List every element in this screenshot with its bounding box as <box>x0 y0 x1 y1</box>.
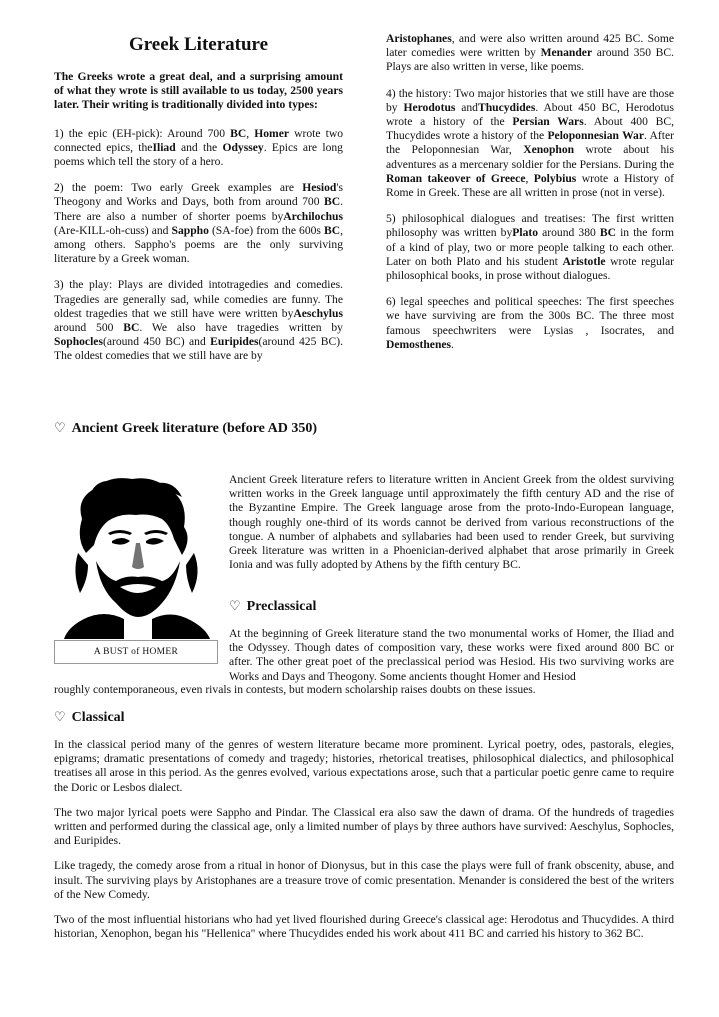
heart-icon: ♡ <box>229 598 241 613</box>
bust-caption: A BUST of HOMER <box>54 640 218 664</box>
preclassical-paragraph-tail: roughly contemporaneous, even rivals in contests, but modern scholarship raises doubts on these issues. <box>54 683 536 696</box>
play-continued-paragraph: Aristophanes, and were also written around 425 BC. Some later comedies were written by Menander around 350 BC. Plays are also written in verse, like poems. <box>386 32 674 74</box>
preclassical-paragraph: At the beginning of Greek literature stand the two monumental works of Homer, the Iliad and the Odyssey. Though dates of composition vary, these works were fixed around 800 BC or after. The other great poet of the preclassical period was Hesiod. His two surviving works are Works and Days and Theogony. Some ancients thought Homer and Hesiod <box>229 627 674 683</box>
homer-bust-image <box>54 469 218 665</box>
philosophy-paragraph: 5) philosophical dialogues and treatises: The first written philosophy was written byPlato around 380 BC in the form of a kind of play, two or more people talking to each other. Later on both Plato and his student Aristotle wrote regular philosophical books, in prose without dialogues. <box>386 212 674 283</box>
poem-paragraph: 2) the poem: Two early Greek examples are Hesiod's Theogony and Works and Days, both from around 700 BC. There are also a number of shorter poems byArchilochus (Are-KILL-oh-cuss) and Sappho (SA-foe) from the 600s BC, among others. Sappho's poems are the only surviving literature by a Greek woman. <box>54 181 343 266</box>
page-title: Greek Literature <box>128 34 269 55</box>
ancient-paragraph: Ancient Greek literature refers to literature written in Ancient Greek from the oldest surviving written works in the Greek language until approximately the fifth century AD and the rise of the Byzantine Empire. The Greek language arose from the proto-Indo-European language, though roughly one-third of its words cannot be derived from various reconstructions of the tongue. A number of alphabets and syllabaries had been used to render Greek, but surviving Greek literature was written in a Phoenician-derived alphabet that arose primarily in Greek Ionia and was fully adopted by Athens by the fifth century BC. <box>229 473 674 572</box>
intro-paragraph: The Greeks wrote a great deal, and a surprising amount of what they wrote is still available to us today, 2500 years later. Their writing is traditionally divided into types: <box>54 70 343 112</box>
classical-paragraph-3: Like tragedy, the comedy arose from a ritual in honor of Dionysus, but in this case the plays were full of frank obscenity, abuse, and insult. The surviving plays by Aristophanes are a treasure trove of comic presentation. Menander is considered the best of the writers of the New Comedy. <box>54 859 674 901</box>
preclassical-heading: ♡ Preclassical <box>229 598 317 614</box>
heart-icon: ♡ <box>54 709 66 724</box>
classical-paragraph-4: Two of the most influential historians who had yet lived flourished during Greece's classical age: Herodotus and Thucydides. A third historian, Xenophon, began his "Hellenica" where Thucydides ended his work about 411 BC and carried his history to 362 BC. <box>54 913 674 941</box>
ancient-heading: ♡ Ancient Greek literature (before AD 350) <box>54 420 317 436</box>
classical-section <box>54 738 674 952</box>
right-column <box>386 30 674 364</box>
heart-icon: ♡ <box>54 420 66 435</box>
classical-paragraph-1: In the classical period many of the genres of western literature became more prominent. Lyrical poetry, odes, pastorals, elegies, epigrams; dramatic presentations of comedy and tragedy; histories, rhetorical treatises, philosophical dialectics, and philosophical treatises all arose in this period. As the genres evolved, various expectations arose, such that a particular poetic genre came to require the Doric or Lesbos dialect. <box>54 738 674 794</box>
history-paragraph: 4) the history: Two major histories that we still have are those by Herodotus andThucydides. About 450 BC, Herodotus wrote a history of the Persian Wars. About 400 BC, Thucydides wrote a history of the Peloponnesian War. After the Peloponnesian War, Xenophon wrote about his adventures as a mercenary soldier for the Persians. During the Roman takeover of Greece, Polybius wrote a History of Rome in Greek. These are all written in prose (not in verse). <box>386 86 675 200</box>
play-paragraph: 3) the play: Plays are divided intotragedies and comedies. Tragedies are generally sad, while comedies are funny. The oldest tragedies that we still have were written byAeschylus around 500 BC. We also have tragedies written by Sophocles(around 450 BC) and Euripides(around 425 BC). The oldest comedies that we still have are by <box>54 278 344 363</box>
classical-heading: ♡ Classical <box>54 709 125 725</box>
classical-paragraph-2: The two major lyrical poets were Sappho and Pindar. The Classical era also saw the dawn of drama. Of the hundreds of tragedies written and performed during the classical age, only a limited number of plays by three authors have survived: Aeschylus, Sophocles, and Euripides. <box>54 805 674 848</box>
homer-bust-drawing <box>54 469 218 639</box>
legal-paragraph: 6) legal speeches and political speeches: The first speeches we have surviving are from the 300s BC. The three most famous speechwriters were Lysias , Isocrates, and Demosthenes. <box>386 295 674 351</box>
left-column <box>54 30 343 364</box>
epic-paragraph: 1) the epic (EH-pick): Around 700 BC, Homer wrote two connected epics, theIliad and the Odyssey. Epics are long poems which tell the story of a hero. <box>54 126 343 169</box>
